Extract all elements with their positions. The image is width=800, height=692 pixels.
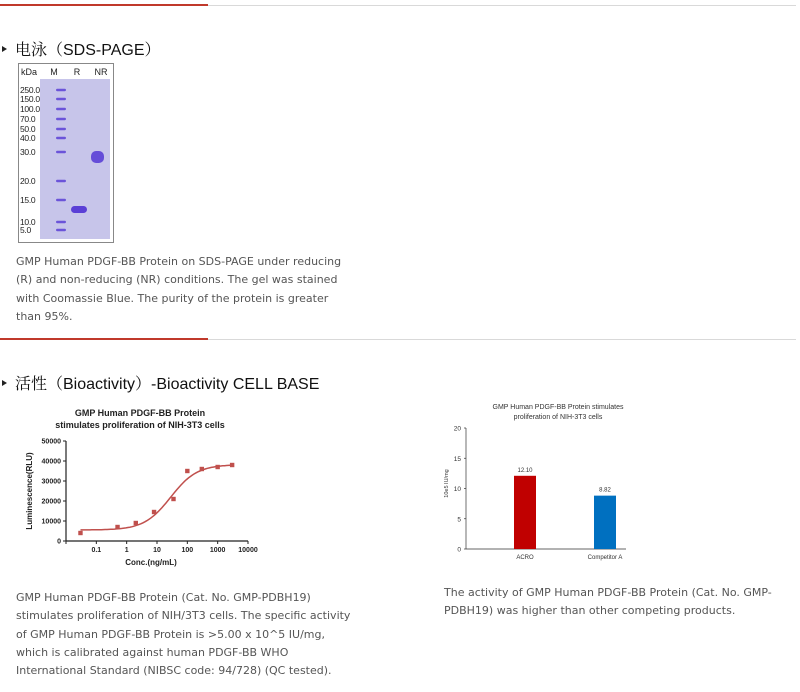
- data-point: [230, 463, 234, 467]
- data-point: [115, 525, 119, 529]
- gel-lane-label: NR: [94, 67, 108, 77]
- sds-page-title: 电泳（SDS-PAGE）: [15, 42, 161, 59]
- desc-line: stimulates proliferation of NIH/3T3 cells. The specific activity: [16, 609, 351, 623]
- gel-marker-label: 10.0: [20, 217, 36, 227]
- data-point: [171, 497, 175, 501]
- y-tick-label: 20000: [41, 498, 61, 506]
- gel-ladder-band: [56, 128, 66, 130]
- y-axis-label: 10e5 IU/mg: [444, 469, 450, 498]
- sds-page-heading: [2, 37, 161, 60]
- x-tick-label: 100: [181, 547, 194, 554]
- y-tick-label: 40000: [41, 458, 61, 466]
- x-tick-label: 10000: [238, 547, 258, 554]
- top-divider: [0, 5, 796, 6]
- desc-line: International Standard (NIBSC code: 94/728) (QC tested).: [16, 664, 332, 678]
- bioactivity-heading: [2, 371, 319, 394]
- data-point: [78, 531, 82, 535]
- gel-marker-label: 70.0: [20, 114, 36, 124]
- bullet-triangle-icon: [2, 380, 7, 386]
- gel-ladder-band: [56, 151, 66, 153]
- data-point: [215, 465, 219, 469]
- bar: [514, 476, 536, 549]
- y-tick-label: 20: [453, 425, 461, 433]
- sds-page-description: [16, 253, 356, 326]
- category-label: Competitor A: [587, 555, 623, 561]
- gel-ladder-band: [56, 221, 66, 223]
- bar: [594, 496, 616, 549]
- gel-band-non-reduced: [91, 151, 104, 163]
- gel-lane-label: R: [73, 67, 81, 77]
- x-tick-label: 0.1: [91, 547, 102, 554]
- gel-marker-label: 30.0: [20, 147, 36, 157]
- x-tick-label: 1: [124, 547, 129, 554]
- y-tick-label: 30000: [41, 478, 61, 486]
- divider-accent: [0, 338, 208, 340]
- bioactivity-title: 活性（Bioactivity）-Bioactivity CELL BASE: [15, 376, 320, 393]
- data-point: [200, 467, 204, 471]
- gel-lane-label: kDa: [20, 67, 38, 77]
- gel-marker-label: 15.0: [20, 195, 36, 205]
- dose-response-chart: [10, 405, 270, 575]
- desc-line: than 95%.: [16, 309, 73, 323]
- desc-line: (R) and non-reducing (NR) conditions. The gel was stained: [16, 273, 338, 287]
- y-tick-label: 15: [453, 455, 461, 463]
- y-tick-label: 0: [57, 538, 61, 546]
- bioactivity-description-left: [16, 589, 376, 680]
- fit-curve: [81, 465, 233, 530]
- gel-band-reduced: [71, 206, 87, 213]
- data-point: [152, 510, 156, 514]
- data-point: [134, 521, 138, 525]
- gel-marker-label: 100.0: [20, 104, 40, 114]
- gel-ladder-band: [56, 118, 66, 120]
- desc-line: The activity of GMP Human PDGF-BB Protein (Cat. No. GMP-: [444, 586, 772, 599]
- gel-marker-label: 5.0: [20, 225, 31, 235]
- x-axis-label: Conc.(ng/mL): [125, 558, 177, 567]
- x-tick-label: 1000: [209, 547, 226, 554]
- y-tick-label: 5: [457, 516, 461, 524]
- desc-line: which is calibrated against human PDGF-BB WHO: [16, 645, 289, 659]
- gel-ladder-band: [56, 180, 66, 182]
- bioactivity-description-right: [444, 584, 794, 621]
- gel-ladder-band: [56, 108, 66, 110]
- desc-line: GMP Human PDGF-BB Protein on SDS-PAGE under reducing: [16, 255, 342, 268]
- y-tick-label: 10000: [41, 518, 61, 526]
- activity-bar-chart: [436, 397, 636, 567]
- gel-marker-label: 150.0: [20, 94, 40, 104]
- section-divider: [0, 339, 796, 340]
- gel-lane-label: M: [50, 67, 58, 77]
- y-tick-label: 50000: [41, 438, 61, 446]
- bar-value-label: 12.10: [517, 467, 533, 474]
- gel-ladder-band: [56, 89, 66, 91]
- data-point: [185, 469, 189, 473]
- sds-page-gel-image: [18, 63, 114, 243]
- gel-marker-label: 250.0: [20, 85, 40, 95]
- x-tick-label: 10: [153, 547, 161, 554]
- gel-ladder-band: [56, 229, 66, 231]
- category-label: ACRO: [516, 555, 534, 561]
- gel-marker-label: 50.0: [20, 124, 36, 134]
- desc-line: GMP Human PDGF-BB Protein (Cat. No. GMP-PDBH19): [16, 591, 311, 604]
- desc-line: PDBH19) was higher than other competing products.: [444, 604, 736, 618]
- chart-title: GMP Human PDGF-BB Protein stimulates: [492, 404, 624, 411]
- y-tick-label: 10: [453, 486, 461, 493]
- gel-marker-label: 20.0: [20, 176, 36, 186]
- chart-subtitle: proliferation of NIH-3T3 cells: [513, 414, 603, 421]
- bullet-triangle-icon: [2, 46, 7, 52]
- chart-subtitle: stimulates proliferation of NIH-3T3 cells: [55, 420, 225, 430]
- gel-ladder-band: [56, 137, 66, 139]
- divider-accent: [0, 4, 208, 6]
- y-axis-label: Luminescence(RLU): [25, 452, 34, 530]
- gel-marker-label: 40.0: [20, 133, 36, 143]
- gel-ladder-band: [56, 98, 66, 100]
- bar-value-label: 8.82: [599, 487, 611, 494]
- desc-line: with Coomassie Blue. The purity of the protein is greater: [16, 291, 329, 305]
- desc-line: of GMP Human PDGF-BB Protein is >5.00 x 10^5 IU/mg,: [16, 627, 325, 641]
- chart-title: GMP Human PDGF-BB Protein: [74, 408, 206, 418]
- gel-ladder-band: [56, 199, 66, 201]
- y-tick-label: 0: [457, 546, 461, 554]
